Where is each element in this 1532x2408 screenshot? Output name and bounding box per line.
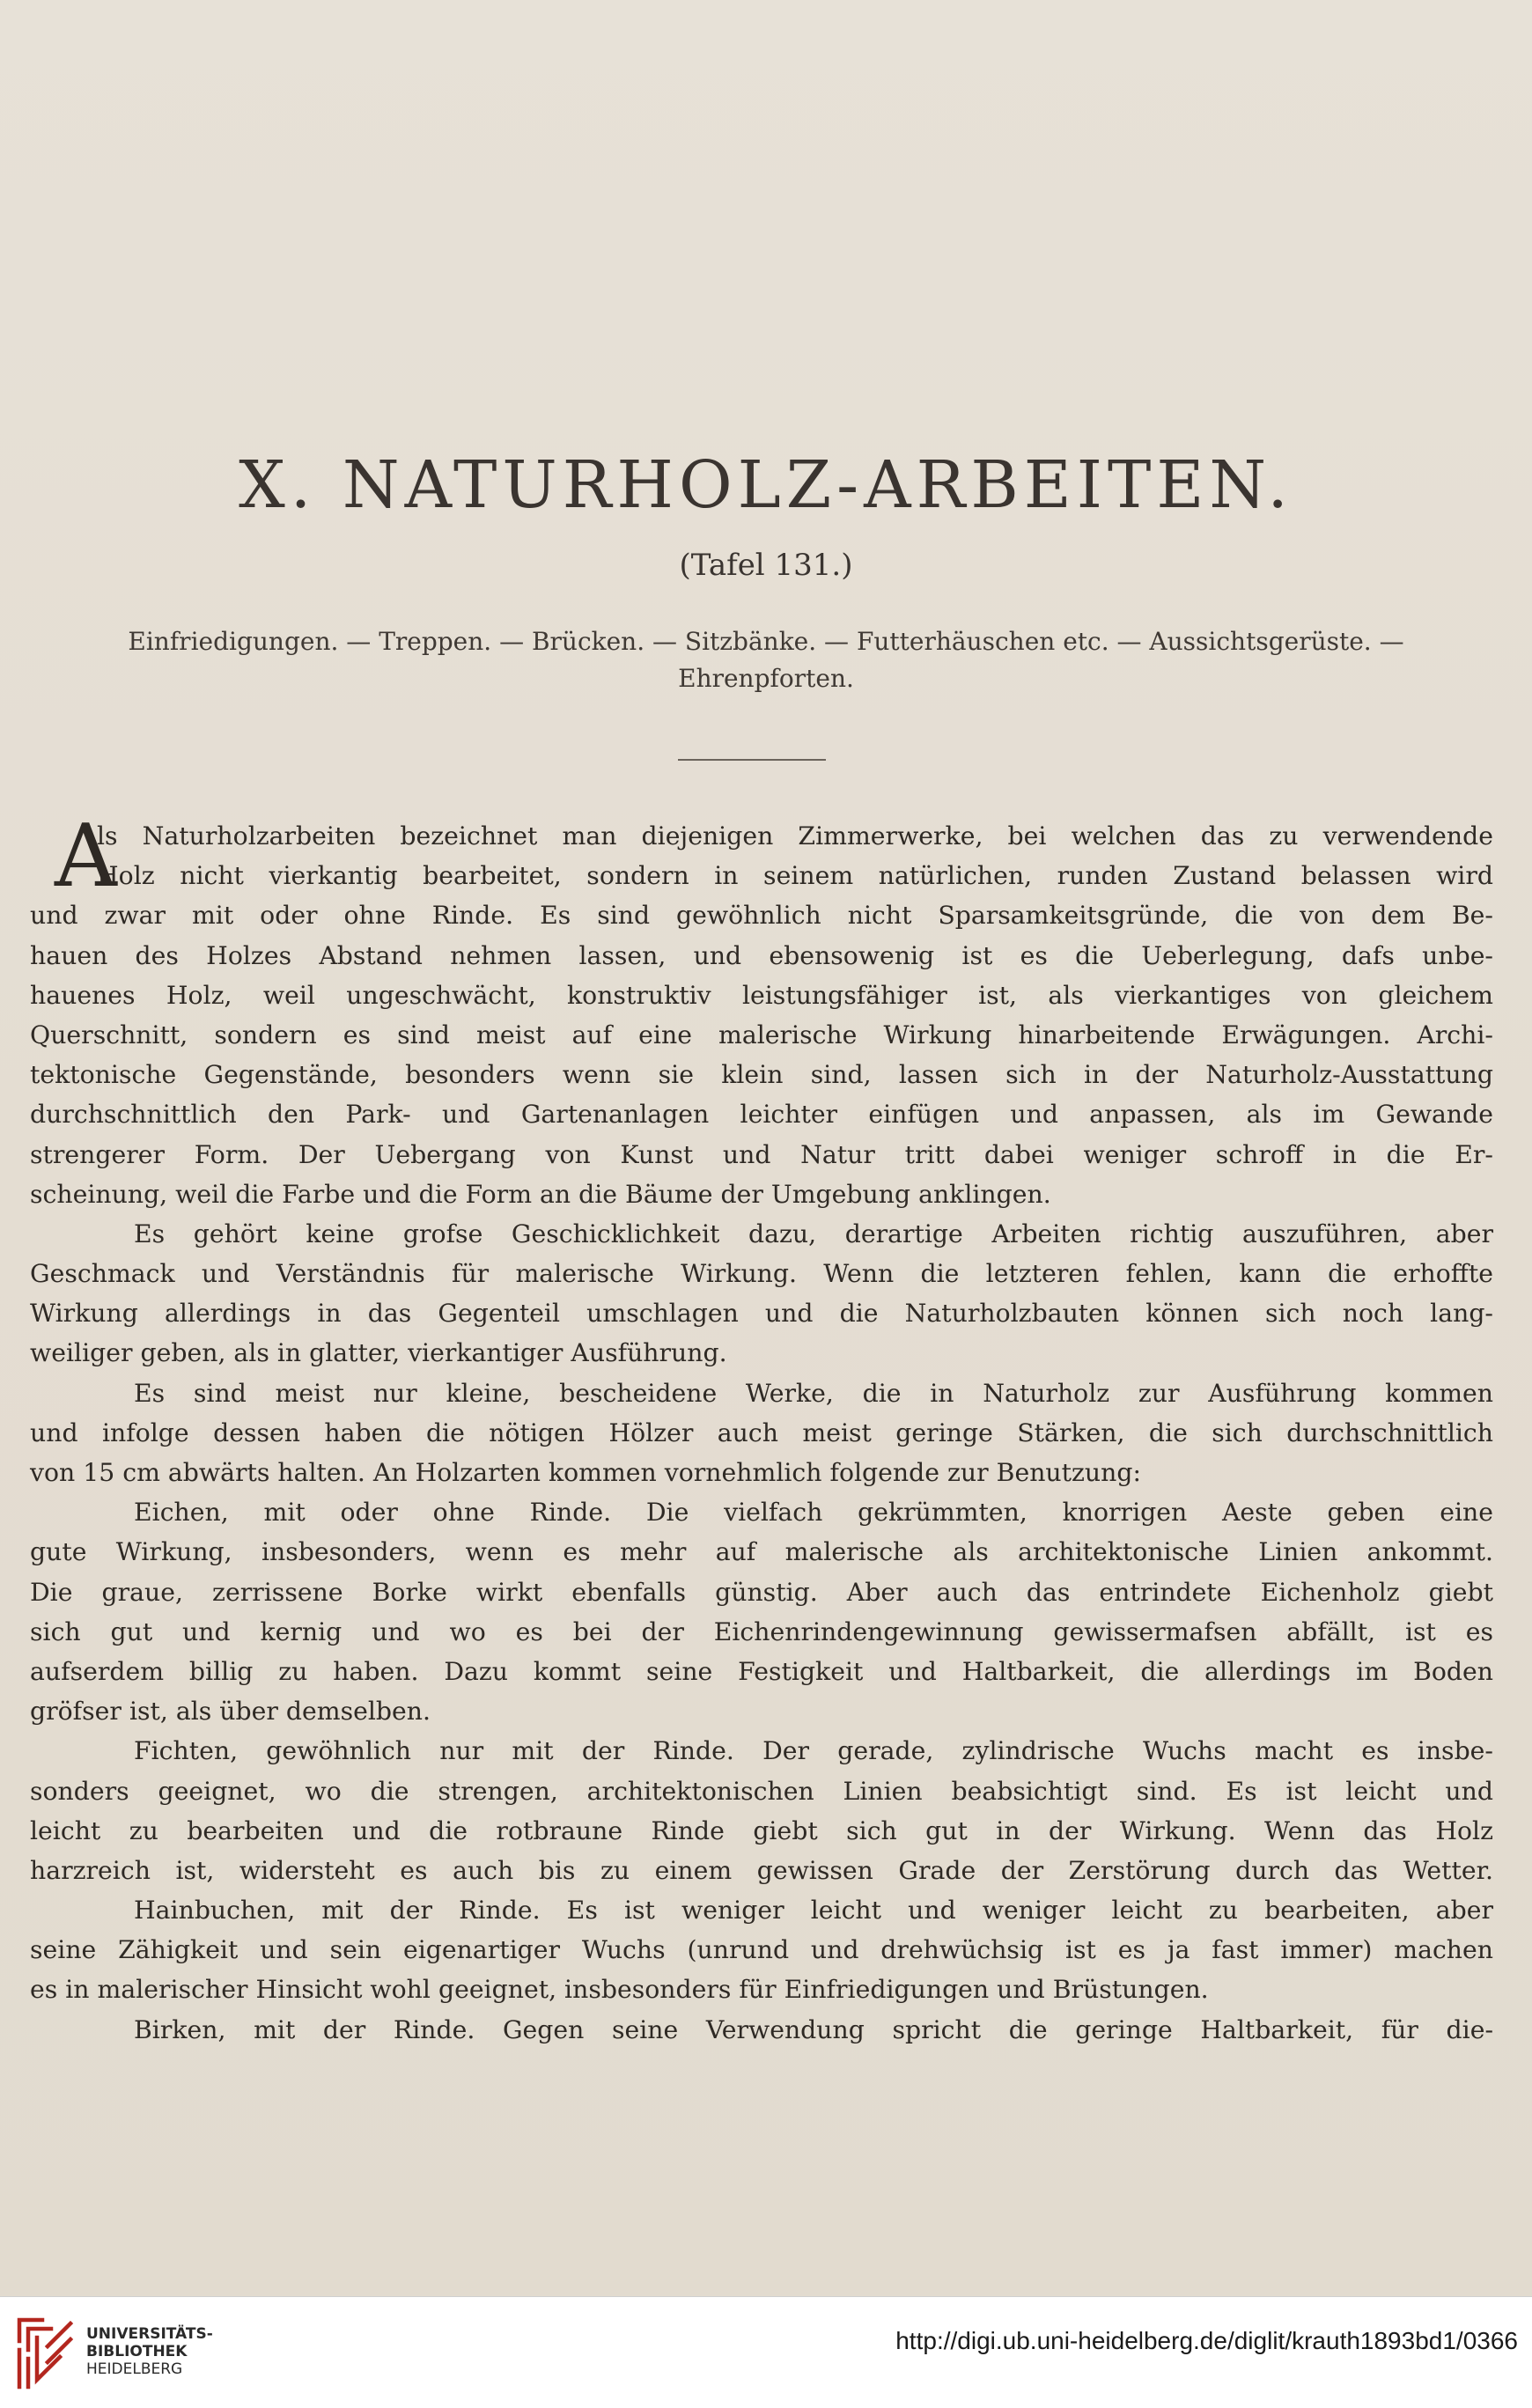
text-line: aufserdem billig zu haben. Dazu kommt seine Festigkeit und Haltbarkeit, die allerdings im Boden [30, 1656, 1493, 1686]
text-line: strengerer Form. Der Uebergang von Kunst und Natur tritt dabei weniger schroff in die Er- [30, 1139, 1493, 1169]
text-line: Die graue, zerrissene Borke wirkt ebenfalls günstig. Aber auch das entrindete Eichenholz giebt [30, 1577, 1493, 1607]
text-line: sich gut und kernig und wo es bei der Eichenrindengewinnung gewissermafsen abfällt, ist es [30, 1616, 1493, 1646]
text-line: scheinung, weil die Farbe und die Form an die Bäume der Umgebung anklingen. [30, 1179, 1051, 1209]
text-line: und zwar mit oder ohne Rinde. Es sind gewöhnlich nicht Sparsamkeitsgründe, die von dem Be- [30, 901, 1493, 931]
chapter-title: X. NATURHOLZ-ARBEITEN. [239, 447, 1293, 523]
text-line: Hainbuchen, mit der Rinde. Es ist weniger leicht und weniger leicht zu bearbeiten, aber [134, 1896, 1493, 1926]
text-line: Fichten, gewöhnlich nur mit der Rinde. Der gerade, zylindrische Wuchs macht es insbe- [134, 1736, 1493, 1766]
text-line: hauen des Holzes Abstand nehmen lassen, und ebensowenig ist es die Ueberlegung, dafs unbe- [30, 940, 1493, 970]
body-text [30, 806, 1493, 2050]
text-line: es in malerischer Hinsicht wohl geeignet, insbesonders für Einfriedigungen und Brüstungen. [30, 1975, 1209, 2005]
text-line: Es gehört keine grofse Geschicklichkeit dazu, derartige Arbeiten richtig auszuführen, aber [134, 1219, 1493, 1248]
text-line: und infolge dessen haben die nötigen Hölzer auch meist geringe Stärken, die sich durchschnittlich [30, 1418, 1493, 1447]
text-line: Wirkung allerdings in das Gegenteil umschlagen und die Naturholzbauten können sich noch lang- [30, 1299, 1493, 1329]
library-logo-icon [12, 2311, 83, 2392]
text-line: Es sind meist nur kleine, bescheidene Werke, die in Naturholz zur Ausführung kommen [134, 1378, 1493, 1408]
library-name-line: UNIVERSITÄTS- [86, 2325, 213, 2343]
text-line: gröfser ist, als über demselben. [30, 1697, 431, 1727]
text-line: Geschmack und Verständnis für malerische Wirkung. Wenn die letzteren fehlen, kann die erhoffte [30, 1259, 1493, 1289]
library-name [86, 2325, 213, 2378]
text-line: von 15 cm abwärts halten. An Holzarten kommen vornehmlich folgende zur Benutzung: [30, 1458, 1142, 1487]
text-line: weiliger geben, als in glatter, vierkantiger Ausführung. [30, 1338, 727, 1368]
text-line: tektonische Gegenstände, besonders wenn sie klein sind, lassen sich in der Naturholz-Ausstattung [30, 1060, 1493, 1090]
text-line: durchschnittlich den Park- und Gartenanlagen leichter einfügen und anpassen, als im Gewande [30, 1100, 1493, 1130]
text-line: gute Wirkung, insbesonders, wenn es mehr auf malerische als architektonische Linien ankommt. [30, 1537, 1493, 1567]
text-line: seine Zähigkeit und sein eigenartiger Wuchs (unrund und drehwüchsig ist es ja fast immer) machen [30, 1935, 1493, 1965]
text-line: harzreich ist, widersteht es auch bis zu einem gewissen Grade der Zerstörung durch das Wetter. [30, 1855, 1493, 1885]
subtopic-line: Ehrenpforten. [678, 664, 854, 693]
library-name-line: BIBLIOTHEK [86, 2343, 188, 2360]
text-line: Eichen, mit oder ohne Rinde. Die vielfach gekrümmten, knorrigen Aeste geben eine [134, 1498, 1493, 1528]
text-line: hauenes Holz, weil ungeschwächt, konstruktiv leistungsfähiger ist, als vierkantiges von gleichem [30, 980, 1493, 1010]
text-line: Birken, mit der Rinde. Gegen seine Verwendung spricht die geringe Haltbarkeit, für die- [134, 2014, 1493, 2044]
library-name-line: HEIDELBERG [86, 2360, 183, 2378]
footer-bar [0, 2296, 1532, 2408]
text-line: leicht zu bearbeiten und die rotbraune Rinde giebt sich gut in der Wirkung. Wenn das Holz [30, 1815, 1493, 1845]
separator-rule [678, 759, 826, 761]
source-url[interactable]: http://digi.ub.uni-heidelberg.de/diglit/krauth1893bd1/0366 [895, 2327, 1518, 2354]
text-line: Querschnitt, sondern es sind meist auf eine malerische Wirkung hinarbeitende Erwägungen. Archi- [30, 1020, 1493, 1049]
drop-cap: A [55, 806, 117, 907]
text-line: sonders geeignet, wo die strengen, architektonischen Linien beabsichtigt sind. Es ist leicht und [30, 1776, 1493, 1806]
plate-reference: (Tafel 131.) [679, 548, 853, 583]
text-line: ls Naturholzarbeiten bezeichnet man diejenigen Zimmerwerke, bei welchen das zu verwendende [97, 821, 1493, 851]
text-line: Holz nicht vierkantig bearbeitet, sondern in seinem natürlichen, runden Zustand belassen wird [97, 861, 1493, 891]
subtopic-list [53, 623, 1479, 697]
subtopic-line: Einfriedigungen. — Treppen. — Brücken. — Sitzbänke. — Futterhäuschen etc. — Aussichtsgerüste. — [128, 627, 1404, 656]
